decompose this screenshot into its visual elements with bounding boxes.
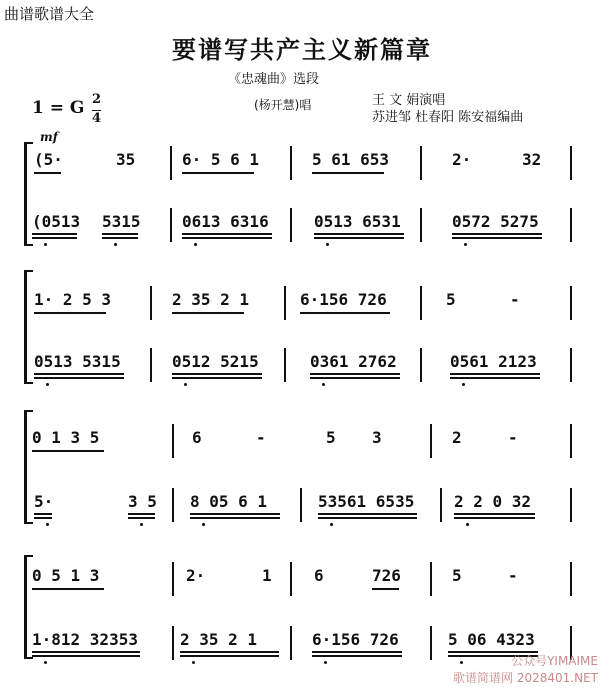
barline — [290, 208, 292, 242]
barline — [420, 146, 422, 180]
barline — [440, 488, 442, 522]
voice-notes: 5 — [446, 290, 456, 309]
beam-line — [182, 172, 254, 174]
accompaniment-notes: 0572 5275 — [452, 212, 539, 231]
voice-notes: 6· 5 6 1 — [182, 150, 260, 169]
beam-line — [102, 237, 138, 239]
voice-notes: - — [256, 428, 266, 447]
barline — [570, 286, 572, 320]
accompaniment-notes: 6·156 726 — [312, 630, 399, 649]
watermark-line-1: 公众号YIMAIME — [511, 654, 598, 668]
beam-line — [32, 588, 104, 590]
accompaniment-notes: 0561 2123 — [450, 352, 537, 371]
barline — [150, 286, 152, 320]
voice-notes: 2· — [186, 566, 206, 585]
beam-line — [172, 373, 262, 375]
barline — [300, 488, 302, 522]
accompaniment-notes: 0361 2762 — [310, 352, 397, 371]
barline — [430, 626, 432, 660]
beam-line — [450, 373, 540, 375]
time-signature-bottom: 4 — [92, 111, 102, 126]
beam-line — [454, 517, 535, 519]
barline — [170, 146, 172, 180]
barline — [570, 208, 572, 242]
accompaniment-notes: 5315 — [102, 212, 141, 231]
dynamic-marking: mf — [40, 130, 58, 144]
beam-line — [190, 513, 280, 515]
voice-notes: 5 — [326, 428, 336, 447]
voice-notes: 726 — [372, 566, 401, 585]
octave-dot — [202, 523, 205, 526]
octave-dot — [330, 523, 333, 526]
beam-line — [128, 513, 155, 515]
beam-line — [190, 517, 280, 519]
beam-line — [102, 233, 138, 235]
octave-dot — [324, 661, 327, 664]
beam-line — [310, 373, 400, 375]
key-signature: 1 = G — [32, 98, 85, 118]
accompaniment-notes: 1·812 32353 — [32, 630, 138, 649]
barline — [430, 424, 432, 458]
beam-line — [182, 233, 272, 235]
accompaniment-notes: 2 35 2 1 — [180, 630, 258, 649]
octave-dot — [466, 523, 469, 526]
beam-line — [318, 513, 417, 515]
voice-notes: - — [508, 566, 518, 585]
barline — [170, 208, 172, 242]
barline — [290, 146, 292, 180]
accompaniment-notes: 0613 6316 — [182, 212, 269, 231]
system-bracket — [24, 270, 33, 384]
beam-line — [310, 377, 400, 379]
barline — [570, 488, 572, 522]
voice-notes: - — [508, 428, 518, 447]
accompaniment-notes: 5· — [34, 492, 54, 511]
octave-dot — [192, 661, 195, 664]
octave-dot — [46, 523, 49, 526]
octave-dot — [322, 383, 325, 386]
beam-line — [172, 312, 244, 314]
barline — [420, 348, 422, 382]
beam-line — [34, 377, 124, 379]
accompaniment-notes: 3 5 — [128, 492, 157, 511]
voice-notes: 2 35 2 1 — [172, 290, 250, 309]
octave-dot — [462, 383, 465, 386]
accompaniment-notes: 0513 6531 — [314, 212, 401, 231]
beam-line — [454, 513, 535, 515]
voice-notes: 3 — [372, 428, 382, 447]
barline — [570, 146, 572, 180]
beam-line — [312, 655, 402, 657]
accompaniment-notes: 2 2 0 32 — [454, 492, 532, 511]
voice-notes: 2 — [452, 428, 462, 447]
watermark — [453, 652, 598, 686]
barline — [150, 348, 152, 382]
beam-line — [128, 517, 155, 519]
beam-line — [452, 233, 542, 235]
accompaniment-notes: 8 05 6 1 — [190, 492, 268, 511]
voice-notes: 35 — [116, 150, 136, 169]
voice-notes: 1 — [262, 566, 272, 585]
beam-line — [312, 172, 384, 174]
barline — [172, 626, 174, 660]
barline — [420, 208, 422, 242]
beam-line — [32, 450, 104, 452]
voice-notes: - — [510, 290, 520, 309]
accompaniment-notes: 53561 6535 — [318, 492, 415, 511]
voice-notes: 5 61 653 — [312, 150, 390, 169]
octave-dot — [184, 383, 187, 386]
beam-line — [300, 312, 390, 314]
arranger-credit: 苏进邹 杜春阳 陈安福编曲 — [372, 110, 524, 125]
voice-notes: 5 — [452, 566, 462, 585]
beam-line — [452, 237, 542, 239]
accompaniment-notes: 5 06 4323 — [448, 630, 535, 649]
beam-line — [32, 651, 140, 653]
beam-line — [34, 172, 61, 174]
octave-dot — [194, 243, 197, 246]
barline — [570, 424, 572, 458]
voice-notes: 0 1 3 5 — [32, 428, 100, 447]
beam-line — [180, 655, 279, 657]
beam-line — [314, 237, 404, 239]
beam-line — [372, 588, 399, 590]
beam-line — [318, 517, 417, 519]
voice-notes: 6 — [314, 566, 324, 585]
beam-line — [314, 233, 404, 235]
beam-line — [32, 655, 140, 657]
octave-dot — [464, 243, 467, 246]
beam-line — [182, 237, 272, 239]
beam-line — [34, 517, 52, 519]
voice-notes: 0 5 1 3 — [32, 566, 100, 585]
barline — [420, 286, 422, 320]
barline — [570, 348, 572, 382]
beam-line — [450, 377, 540, 379]
beam-line — [180, 651, 279, 653]
beam-line — [312, 651, 402, 653]
site-name: 曲谱歌谱大全 — [4, 5, 95, 23]
accompaniment-notes: 0513 5315 — [34, 352, 121, 371]
voice-notes: 6·156 726 — [300, 290, 387, 309]
barline — [430, 562, 432, 596]
barline — [172, 488, 174, 522]
beam-line — [34, 513, 52, 515]
voice-notes: 2· — [452, 150, 472, 169]
barline — [172, 424, 174, 458]
beam-line — [32, 233, 77, 235]
song-subtitle: 《忠魂曲》选段 — [228, 72, 320, 87]
voice-notes: 32 — [522, 150, 542, 169]
voice-notes: 1· 2 5 3 — [34, 290, 112, 309]
singer-credit: (杨开慧)唱 — [254, 98, 312, 112]
voice-notes: 6 — [192, 428, 202, 447]
beam-line — [34, 312, 106, 314]
time-signature-top: 2 — [92, 92, 102, 107]
voice-notes: (5· — [34, 150, 63, 169]
octave-dot — [44, 243, 47, 246]
watermark-line-2: 歌谱简谱网 2028401.NET — [453, 671, 598, 685]
barline — [284, 348, 286, 382]
accompaniment-notes: (0513 — [32, 212, 81, 231]
beam-line — [172, 377, 262, 379]
accompaniment-notes: 0512 5215 — [172, 352, 259, 371]
barline — [290, 562, 292, 596]
performer-credit: 王 文 娟演唱 — [372, 93, 446, 108]
barline — [570, 562, 572, 596]
octave-dot — [326, 243, 329, 246]
barline — [172, 562, 174, 596]
octave-dot — [114, 243, 117, 246]
barline — [284, 286, 286, 320]
octave-dot — [46, 383, 49, 386]
octave-dot — [44, 661, 47, 664]
octave-dot — [140, 523, 143, 526]
song-title: 要谱写共产主义新篇章 — [172, 35, 432, 64]
beam-line — [34, 373, 124, 375]
beam-line — [32, 237, 77, 239]
barline — [290, 626, 292, 660]
